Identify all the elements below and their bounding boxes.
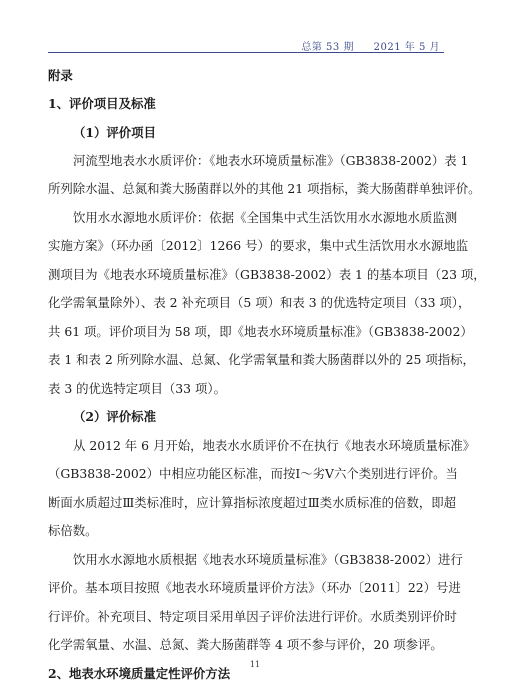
paragraph-line: 表 1 和表 2 所列除水温、总氮、化学需氧量和粪大肠菌群以外的 25 项指标， bbox=[48, 352, 475, 367]
paragraph-line: 评价。基本项目按照《地表水环境质量评价方法》（环办〔2011〕22）号进 bbox=[48, 580, 461, 595]
paragraph-line: （GB3838-2002）中相应功能区标准，而按Ⅰ～劣Ⅴ六个类别进行评价。当 bbox=[48, 466, 458, 481]
paragraph-line: 实施方案》（环办函〔2012〕1266 号）的要求，集中式生活饮用水水源地监 bbox=[48, 238, 469, 253]
section-1-heading: 1、评价项目及标准 bbox=[48, 96, 156, 111]
issue-number: 总第 53 期 bbox=[301, 42, 354, 53]
paragraph-line: 化学需氧量除外）、表 2 补充项目（5 项）和表 3 的优选特定项目（33 项）， bbox=[48, 295, 471, 310]
page-number: 11 bbox=[249, 660, 261, 669]
publication-date: 2021 年 5 月 bbox=[373, 42, 440, 53]
subsection-1-heading: （1）评价项目 bbox=[73, 125, 156, 140]
paragraph-line: 饮用水水源地水质根据《地表水环境质量标准》（GB3838-2002）进行 bbox=[73, 552, 463, 567]
paragraph-line: 河流型地表水水质评价：《地表水环境质量标准》（GB3838-2002）表 1 bbox=[73, 153, 469, 168]
paragraph-line: 标倍数。 bbox=[48, 523, 98, 538]
paragraph-line: 测项目为《地表水环境质量标准》（GB3838-2002）表 1 的基本项目（23 项， bbox=[48, 267, 486, 282]
paragraph-line: 化学需氧量、水温、总氮、粪大肠菌群等 4 项不参与评价，20 项参评。 bbox=[48, 637, 443, 652]
paragraph-line: 断面水质超过Ⅲ类标准时，应计算指标浓度超过Ⅲ类水质标准的倍数，即超 bbox=[48, 495, 457, 510]
appendix-heading: 附录 bbox=[48, 68, 73, 83]
paragraph-line: 饮用水水源地水质评价：依据《全国集中式生活饮用水水源地水质监测 bbox=[73, 210, 458, 225]
paragraph-line: 行评价。补充项目、特定项目采用单因子评价法进行评价。水质类别评价时 bbox=[48, 609, 457, 624]
running-header bbox=[301, 38, 440, 53]
subsection-2-heading: （2）评价标准 bbox=[73, 409, 156, 424]
paragraph-line: 表 3 的优选特定项目（33 项）。 bbox=[48, 381, 226, 396]
paragraph-line: 共 61 项。评价项目为 58 项，即《地表水环境质量标准》（GB3838-2002） bbox=[48, 324, 473, 339]
paragraph-line: 所列除水温、总氮和粪大肠菌群以外的其他 21 项指标，粪大肠菌群单独评价。 bbox=[48, 181, 481, 196]
paragraph-line: 从 2012 年 6 月开始，地表水水质评价不在执行《地表水环境质量标准》 bbox=[73, 438, 476, 453]
header-divider bbox=[48, 52, 444, 53]
section-2-heading: 2、地表水环境质量定性评价方法 bbox=[48, 666, 231, 681]
